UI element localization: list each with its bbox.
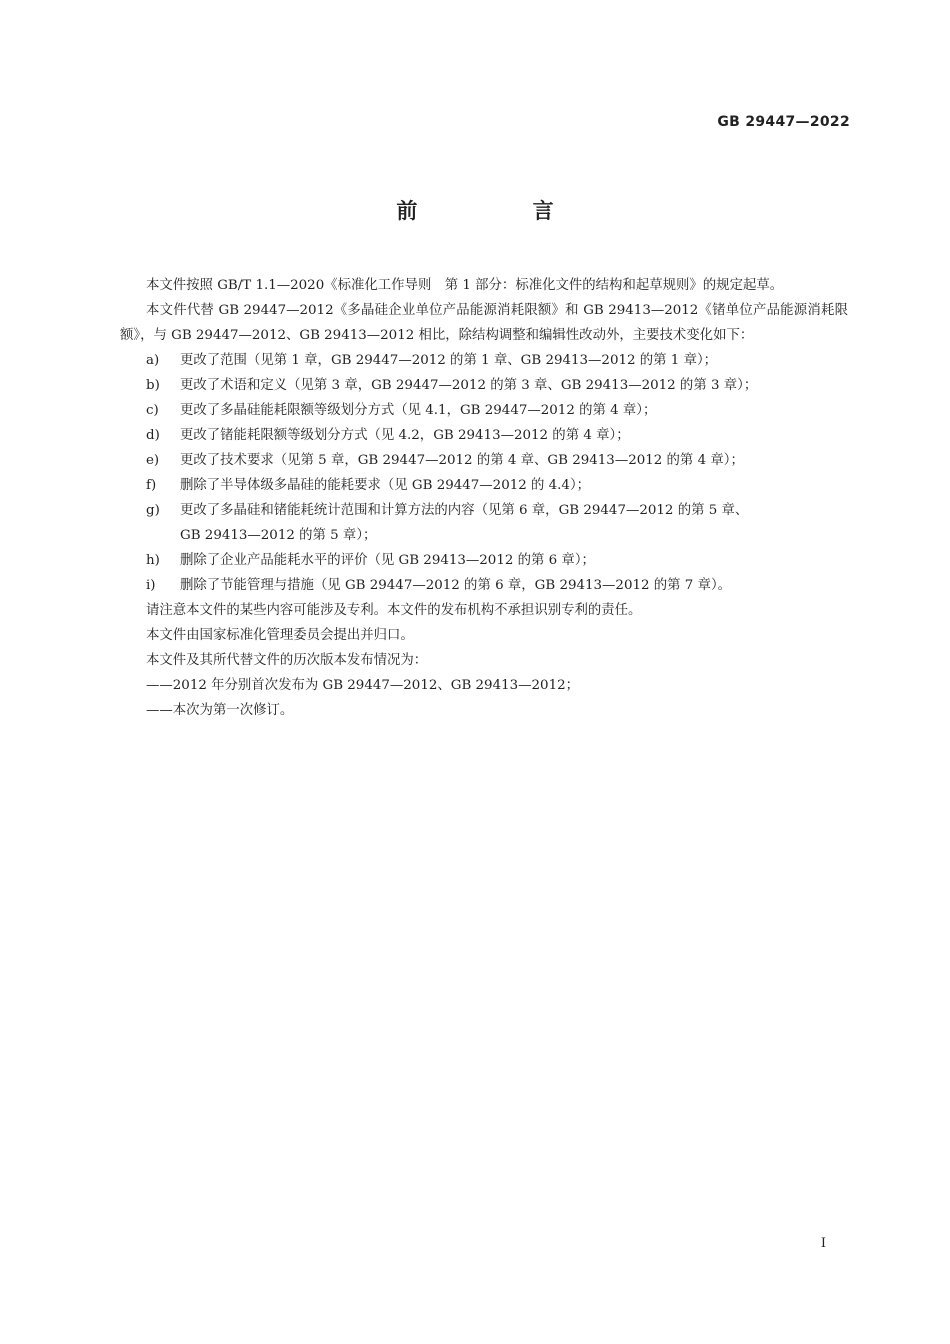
list-label: c)	[146, 403, 159, 418]
list-text-continuation: GB 29413—2012 的第 5 章）；	[180, 528, 377, 543]
paragraph-drafting-rules: 本文件按照 GB/T 1.1—2020《标准化工作导则 第 1 部分：标准化文件的结构和起草规则》的规定起草。	[146, 278, 784, 293]
list-text: 删除了半导体级多晶硅的能耗要求（见 GB 29447—2012 的 4.4）；	[180, 478, 591, 493]
list-item	[120, 473, 848, 498]
history-item: ——本次为第一次修订。	[146, 703, 294, 718]
list-label: i)	[146, 578, 156, 593]
list-label: e)	[146, 453, 160, 468]
list-label: f)	[146, 478, 157, 493]
list-item	[120, 348, 848, 373]
list-item	[120, 423, 848, 448]
list-text: 更改了多晶硅和锗能耗统计范围和计算方法的内容（见第 6 章，GB 29447—2012 的第 5 章、	[180, 503, 749, 518]
list-label: g)	[146, 503, 160, 518]
list-text: 删除了节能管理与措施（见 GB 29447—2012 的第 6 章，GB 29413—2012 的第 7 章）。	[180, 578, 732, 593]
list-text: 更改了技术要求（见第 5 章，GB 29447—2012 的第 4 章、GB 29413—2012 的第 4 章）；	[180, 453, 744, 468]
paragraph-replacement: 本文件代替 GB 29447—2012《多晶硅企业单位产品能源消耗限额》和 GB 29413—2012《锗单位产品能源消耗限额》，与 GB 29447—2012、GB 29413—2012 相比，除结构调整和编辑性改动外，主要技术变化如下：	[120, 303, 848, 343]
list-text: 更改了锗能耗限额等级划分方式（见 4.2，GB 29413—2012 的第 4 章）；	[180, 428, 630, 443]
list-item	[120, 398, 848, 423]
list-item	[120, 448, 848, 473]
list-text: 更改了范围（见第 1 章，GB 29447—2012 的第 1 章、GB 29413—2012 的第 1 章）；	[180, 353, 718, 368]
list-label: b)	[146, 378, 160, 393]
list-item	[120, 498, 848, 548]
list-text: 更改了术语和定义（见第 3 章，GB 29447—2012 的第 3 章、GB 29413—2012 的第 3 章）；	[180, 378, 758, 393]
list-item	[120, 573, 848, 598]
foreword-content	[120, 273, 848, 723]
list-item	[120, 373, 848, 398]
list-text: 删除了企业产品能耗水平的评价（见 GB 29413—2012 的第 6 章）；	[180, 553, 595, 568]
page-title: 前 言	[396, 199, 608, 223]
history-item: ——2012 年分别首次发布为 GB 29447—2012、GB 29413—2012；	[146, 678, 579, 693]
standard-number: GB 29447—2022	[717, 114, 850, 130]
list-item	[120, 548, 848, 573]
list-label: a)	[146, 353, 160, 368]
list-label: h)	[146, 553, 160, 568]
paragraph-patent-notice: 请注意本文件的某些内容可能涉及专利。本文件的发布机构不承担识别专利的责任。	[146, 603, 642, 618]
paragraph-proposer: 本文件由国家标准化管理委员会提出并归口。	[146, 628, 414, 643]
paragraph-history-intro: 本文件及其所代替文件的历次版本发布情况为：	[146, 653, 428, 668]
page-number: I	[820, 1236, 826, 1251]
list-text: 更改了多晶硅能耗限额等级划分方式（见 4.1，GB 29447—2012 的第 4 章）；	[180, 403, 657, 418]
list-label: d)	[146, 428, 160, 443]
